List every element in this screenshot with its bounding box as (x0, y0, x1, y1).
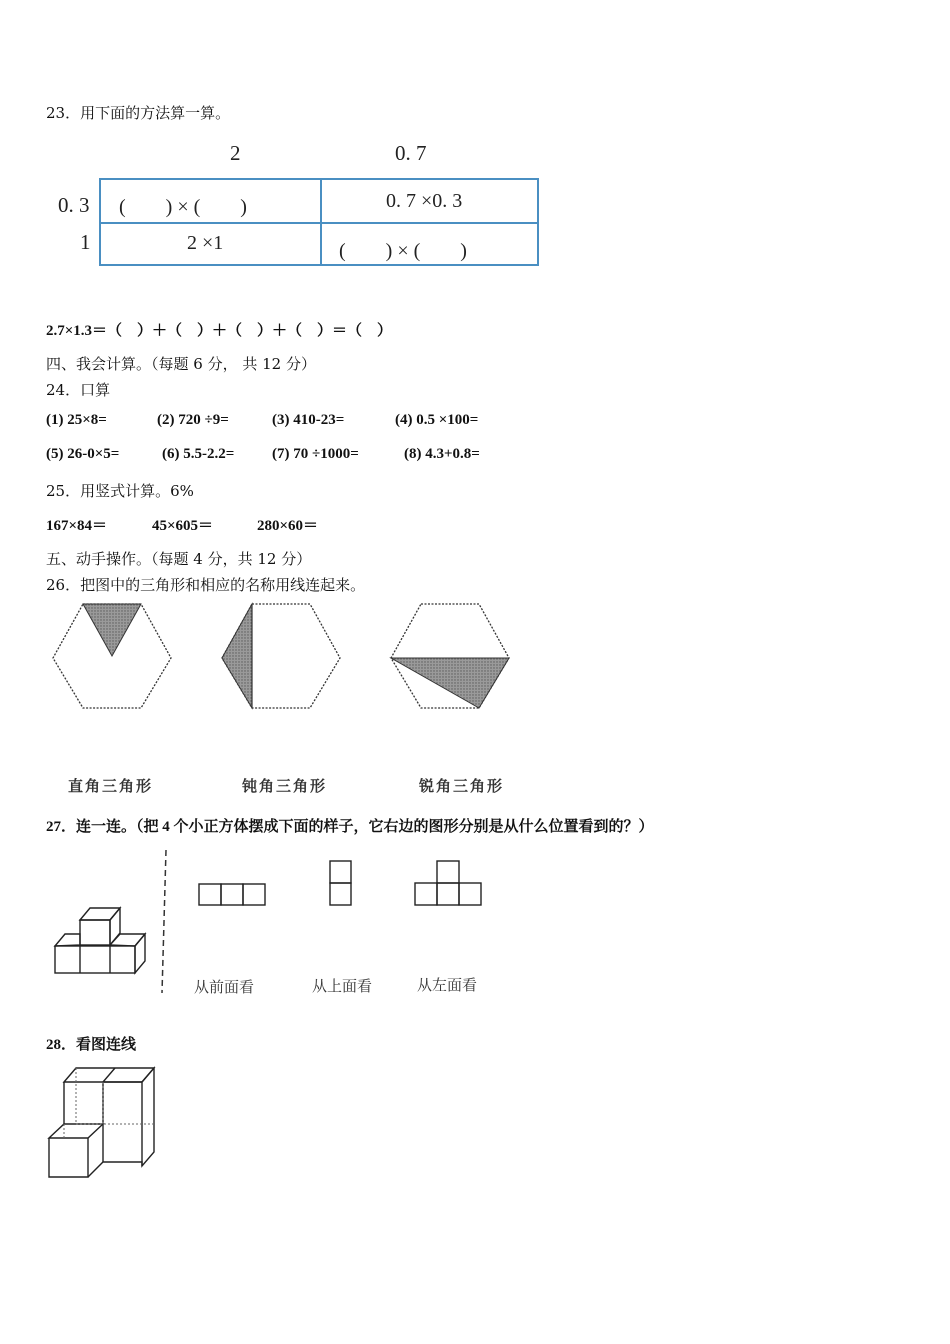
hexagon-1-right-triangle (53, 604, 171, 708)
q23-row-header-1: 0. 3 (58, 193, 90, 217)
q24-item-6: (6) 5.5-2.2= (162, 446, 235, 462)
q24-item-8: (8) 4.3+0.8= (404, 446, 480, 462)
q23-col-header-1: 2 (230, 141, 241, 165)
q28-solid-figure (44, 1062, 164, 1184)
section4-title: 四、我会计算。（每题 6 分， 共 12 分） (46, 355, 316, 373)
section5-title: 五、动手操作。（每题 4 分，共 12 分） (46, 550, 312, 568)
table-cell-2: 0. 7 ×0. 3 (386, 190, 463, 212)
q25-item-2: 45×605＝ (152, 518, 214, 534)
view-label-front: 从前面看 (194, 978, 255, 996)
q24-item-2: (2) 720 ÷9= (157, 412, 229, 428)
table-cell-3: 2 ×1 (187, 232, 224, 254)
hexagon-2-obtuse-triangle (222, 604, 340, 708)
table-horizontal-divider (101, 222, 539, 224)
q26-title: 26．把图中的三角形和相应的名称用线连起来。 (46, 576, 366, 594)
q25-item-3: 280×60＝ (257, 518, 319, 534)
q26-hexagon-figures (40, 598, 540, 718)
label-right-triangle: 直角三角形 (68, 777, 154, 795)
q24-item-5: (5) 26-0×5= (46, 446, 120, 462)
q25-item-1: 167×84＝ (46, 518, 108, 534)
table-cell-4: ( ) × ( ) (339, 240, 467, 262)
q24-title: 24．口算 (46, 381, 111, 399)
q24-item-3: (3) 410-23= (272, 412, 345, 428)
q24-item-4: (4) 0.5 ×100= (395, 412, 479, 428)
label-obtuse-triangle: 钝角三角形 (242, 777, 328, 795)
label-acute-triangle: 锐角三角形 (419, 777, 505, 795)
view-two-vertical (330, 861, 351, 905)
q25-title: 25．用竖式计算。6% (46, 482, 194, 500)
dashed-divider (162, 850, 166, 993)
cube-stack-drawing (55, 908, 145, 973)
q24-item-1: (1) 25×8= (46, 412, 107, 428)
q27-title: 27．连一连。（把 4 个小正方体摆成下面的样子，它右边的图形分别是从什么位置看到的？） (46, 819, 654, 835)
view-label-top: 从上面看 (312, 977, 373, 995)
q23-row-header-2: 1 (80, 230, 91, 254)
q23-col-header-2: 0. 7 (395, 141, 427, 165)
q28-title: 28．看图连线 (46, 1037, 137, 1053)
q23-multiplication-table (99, 178, 539, 266)
hexagon-3-acute-triangle (391, 604, 509, 708)
view-t-shape (415, 861, 481, 905)
q23-equation: 2.7×1.3＝（ ）＋（ ）＋（ ）＋（ ）＝（ ） (46, 323, 393, 339)
q23-title: 23．用下面的方法算一算。 (46, 104, 231, 122)
view-three-horizontal (199, 884, 265, 905)
table-cell-1: ( ) × ( ) (119, 196, 247, 218)
q24-item-7: (7) 70 ÷1000= (272, 446, 359, 462)
view-label-left: 从左面看 (417, 976, 478, 994)
